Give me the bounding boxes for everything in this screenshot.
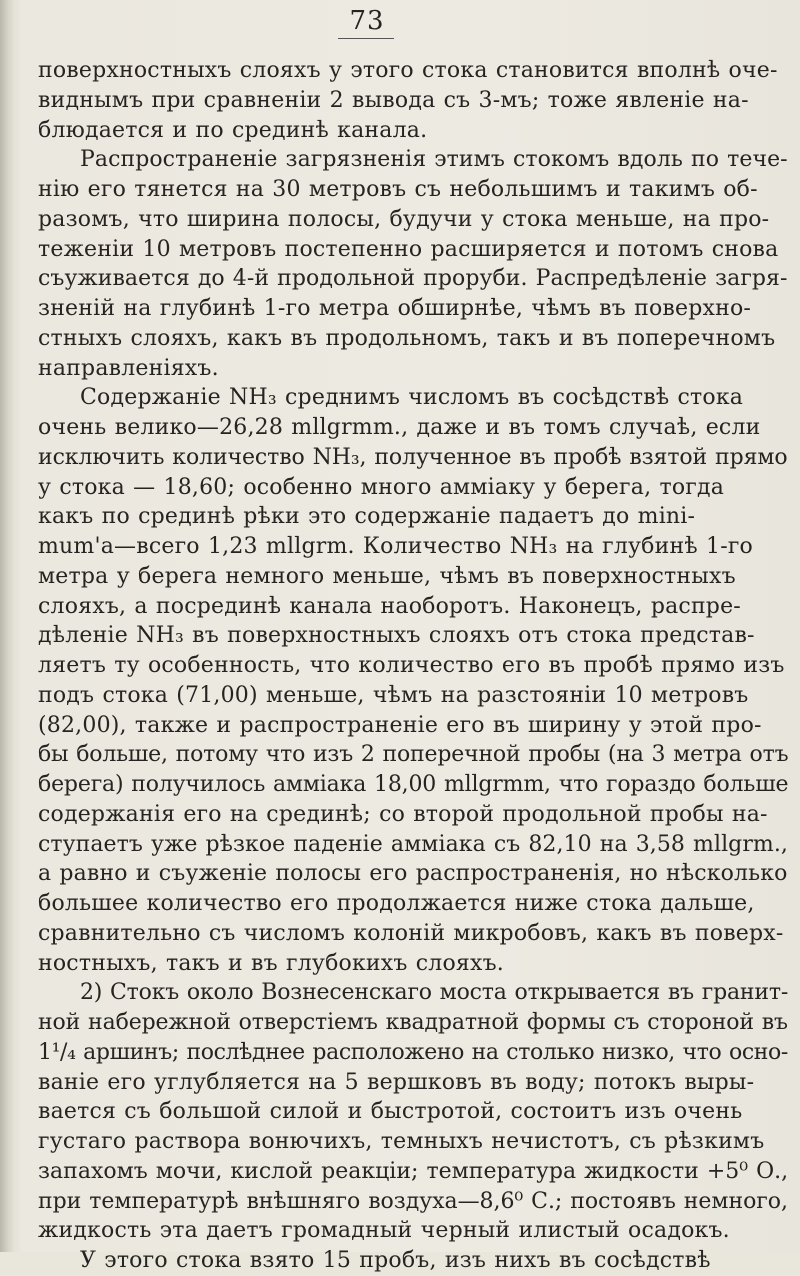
text-line: содержанія его на срединѣ; со второй продольной пробы на- bbox=[38, 801, 768, 827]
text-line: у стока — 18,60; особенно много амміаку у берега, тогда bbox=[38, 474, 725, 500]
text-line: слояхъ, а посрединѣ канала наоборотъ. Наконецъ, распре- bbox=[38, 593, 741, 619]
text-line: Содержаніе NH₃ среднимъ числомъ въ сосѣдствѣ стока bbox=[80, 385, 744, 411]
text-line: (82,00), также и распространеніе его въ ширину у этой про- bbox=[38, 712, 762, 738]
text-line: блюдается и по срединѣ канала. bbox=[38, 117, 428, 143]
text-line: а равно и съуженіе полосы его распространенія, но нѣсколько bbox=[38, 861, 788, 887]
text-line: исключить количество NH₃, полученное въ пробѣ взятой прямо bbox=[38, 444, 788, 470]
text-line: какъ по срединѣ рѣки это содержаніе падаетъ до mini- bbox=[38, 504, 696, 530]
text-line: ляетъ ту особенность, что количество его въ пробѣ прямо изъ bbox=[38, 653, 785, 678]
text-line: 1¹/₄ аршинъ; послѣднее расположено на столько низко, что осно- bbox=[38, 1039, 788, 1065]
text-line: дѣленіе NH₃ въ поверхностныхъ слояхъ отъ стока представ- bbox=[38, 623, 755, 649]
text-line: берега) получилось амміака 18,00 mllgrmm, что гораздо больше bbox=[38, 772, 789, 797]
text-line: жидкость эта даетъ громадный черный илистый осадокъ. bbox=[38, 1218, 730, 1244]
text-line: разомъ, что ширина полосы, будучи у стока меньше, на про- bbox=[38, 206, 770, 232]
page-number: 73 bbox=[349, 6, 385, 36]
text-line: густаго раствора вонючихъ, темныхъ нечистотъ, съ рѣзкимъ bbox=[38, 1129, 765, 1154]
text-line: ностныхъ, такъ и въ глубокихъ слояхъ. bbox=[38, 950, 504, 976]
text-line: направленіяхъ. bbox=[38, 355, 219, 381]
page-binding-shadow bbox=[0, 0, 14, 1252]
text-line: стныхъ слояхъ, какъ въ продольномъ, такъ и въ поперечномъ bbox=[38, 325, 776, 351]
text-line: метра у берега немного меньше, чѣмъ въ поверхностныхъ bbox=[38, 563, 736, 589]
text-line: съуживается до 4-й продольной проруби. Распредѣленіе загря- bbox=[38, 266, 788, 292]
text-line: ной набережной отверстіемъ квадратной формы съ стороной въ bbox=[38, 1010, 788, 1035]
text-line: подъ стока (71,00) меньше, чѣмъ на разстояніи 10 метровъ bbox=[38, 682, 749, 708]
text-line: большее количество его продолжается ниже стока дальше, bbox=[38, 891, 755, 916]
page-number-rule bbox=[338, 38, 394, 39]
text-line: виднымъ при сравненіи 2 вывода съ 3-мъ; тоже явленіе на- bbox=[38, 87, 749, 113]
text-line: 2) Стокъ около Вознесенскаго моста открывается въ гранит- bbox=[80, 980, 789, 1006]
text-line: вается съ большой силой и быстротой, состоитъ изъ очень bbox=[38, 1099, 743, 1125]
text-line: У этого стока взято 15 пробъ, изъ нихъ въ сосѣдствѣ bbox=[80, 1248, 711, 1273]
text-line: Распространеніе загрязненія этимъ стокомъ вдоль по тече- bbox=[80, 147, 788, 173]
text-line: нію его тянется на 30 метровъ съ небольшимъ и такимъ об- bbox=[38, 177, 758, 202]
text-line: ваніе его углубляется на 5 вершковъ въ воду; потокъ выры- bbox=[38, 1069, 755, 1095]
text-line: сравнительно съ числомъ колоній микробовъ, какъ въ поверх- bbox=[38, 920, 784, 946]
text-line: бы больше, потому что изъ 2 поперечной пробы (на 3 метра отъ bbox=[38, 742, 789, 768]
text-line: зненій на глубинѣ 1-го метра обширнѣе, чѣмъ въ поверхно- bbox=[38, 296, 752, 321]
text-line: при температурѣ внѣшняго воздуха—8,6⁰ С.; постоявъ немного, bbox=[38, 1188, 788, 1214]
text-line: теженіи 10 метровъ постепенно расширяется и потомъ снова bbox=[38, 236, 779, 262]
text-line: mum'a—всего 1,23 mllgrm. Количество NH₃ на глубинѣ 1-го bbox=[38, 534, 753, 559]
text-line: ступаетъ уже рѣзкое паденіе амміака съ 82,10 на 3,58 mllgrm., bbox=[38, 831, 788, 857]
text-line: очень велико—26,28 mllgrmm., даже и въ томъ случаѣ, если bbox=[38, 415, 761, 440]
text-line: поверхностныхъ слояхъ у этого стока становится вполнѣ оче- bbox=[38, 58, 778, 83]
text-line: запахомъ мочи, кислой реакціи; температура жидкости +5⁰ О., bbox=[38, 1158, 789, 1184]
text-body bbox=[38, 56, 788, 1276]
